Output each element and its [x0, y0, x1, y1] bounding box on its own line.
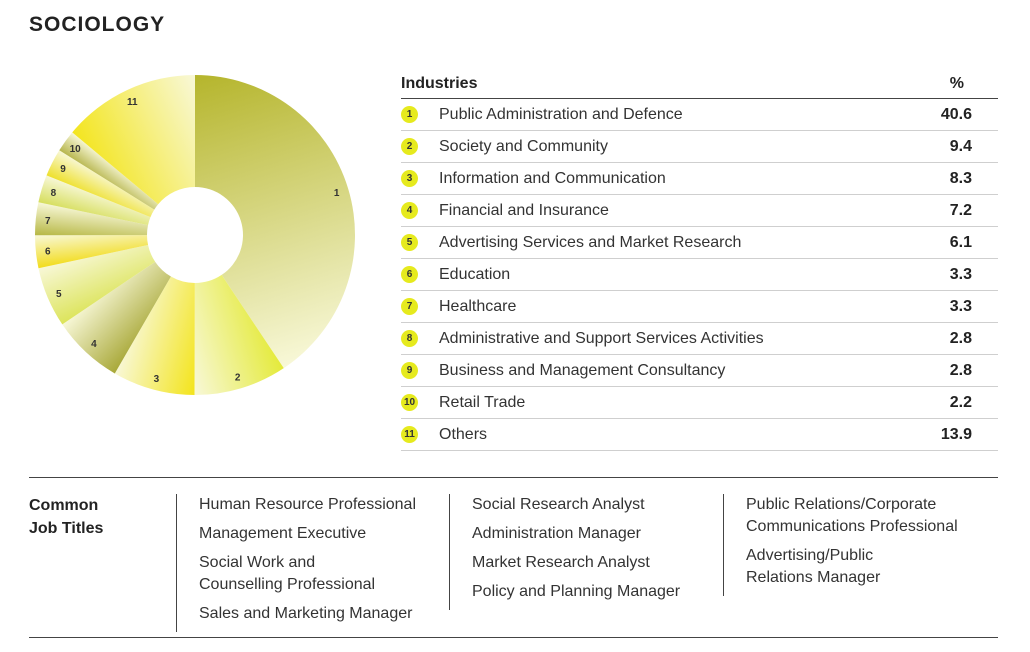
table-row	[401, 227, 998, 259]
job-column-1	[176, 494, 416, 632]
row-number-badge: 2	[401, 138, 418, 155]
industry-name: Others	[439, 425, 488, 443]
job-column-2	[449, 494, 680, 610]
industry-name: Information and Communication	[439, 169, 666, 187]
industry-name: Advertising Services and Market Research	[439, 233, 742, 251]
industry-percent: 2.8	[949, 329, 972, 347]
row-number-badge: 3	[401, 170, 418, 187]
job-title: Administration Manager	[472, 525, 641, 542]
industry-percent: 2.2	[949, 393, 972, 411]
row-number-badge: 7	[401, 298, 418, 315]
industry-percent: 13.9	[940, 425, 972, 443]
page-title: SOCIOLOGY	[29, 13, 166, 36]
slice-label-8: 8	[50, 188, 57, 200]
slice-label-1: 1	[333, 188, 340, 200]
table-row	[401, 355, 998, 387]
slice-label-6: 6	[45, 246, 51, 258]
row-number-badge: 5	[401, 234, 418, 251]
industry-name: Healthcare	[439, 297, 517, 315]
industry-percent: 9.4	[949, 137, 972, 155]
slice-label-4: 4	[91, 339, 97, 351]
slice-label-7: 7	[44, 215, 51, 227]
table-header	[401, 70, 998, 99]
industry-percent: 3.3	[949, 297, 972, 315]
header-industries: Industries	[401, 75, 478, 92]
divider-bottom	[29, 637, 998, 638]
slice-label-9: 9	[60, 163, 66, 175]
table-row	[401, 387, 998, 419]
industry-name: Retail Trade	[439, 393, 526, 411]
industries-table	[401, 70, 998, 451]
slice-label-5: 5	[55, 288, 62, 300]
row-number-badge: 8	[401, 330, 418, 347]
industry-percent: 3.3	[949, 265, 972, 283]
slice-label-11: 11	[127, 96, 138, 108]
table-row	[401, 419, 998, 451]
industry-donut-chart	[20, 70, 370, 420]
table-row	[401, 195, 998, 227]
row-number-badge: 9	[401, 362, 418, 379]
job-titles-label-text: Common Job Titles	[29, 497, 104, 537]
industry-percent: 40.6	[940, 105, 972, 123]
job-title: Advertising/Public Relations Manager	[746, 547, 881, 586]
job-title: Policy and Planning Manager	[472, 583, 681, 600]
industry-name: Business and Management Consultancy	[439, 361, 726, 379]
industry-percent: 6.1	[949, 233, 972, 251]
row-number-badge: 6	[401, 266, 418, 283]
row-number-badge: 4	[401, 202, 418, 219]
industry-percent: 2.8	[949, 361, 972, 379]
slice-label-10: 10	[69, 144, 81, 156]
slice-label-2: 2	[234, 372, 241, 384]
table-row	[401, 99, 998, 131]
industry-name: Financial and Insurance	[439, 201, 609, 219]
table-row	[401, 131, 998, 163]
header-percent: %	[949, 75, 964, 92]
job-titles-label	[29, 494, 149, 540]
job-title: Social Work and Counselling Professional	[199, 554, 376, 593]
table-row	[401, 259, 998, 291]
row-number-badge: 1	[401, 106, 418, 123]
job-title: Public Relations/Corporate Communications Professional	[746, 496, 958, 535]
industry-name: Society and Community	[439, 137, 608, 155]
job-column-3	[723, 494, 958, 596]
row-number-badge: 10	[401, 394, 418, 411]
table-row	[401, 291, 998, 323]
job-title: Human Resource Professional	[199, 496, 416, 513]
slice-label-3: 3	[153, 373, 160, 385]
table-row	[401, 323, 998, 355]
industry-name: Administrative and Support Services Activities	[439, 329, 764, 347]
job-title: Social Research Analyst	[472, 496, 645, 513]
industry-name: Education	[439, 265, 511, 283]
industry-percent: 7.2	[949, 201, 972, 219]
table-row	[401, 163, 998, 195]
job-title: Management Executive	[199, 525, 367, 542]
divider-top	[29, 477, 998, 478]
job-title: Sales and Marketing Manager	[199, 605, 413, 622]
industry-name: Public Administration and Defence	[439, 105, 683, 123]
job-title: Market Research Analyst	[472, 554, 650, 571]
industry-percent: 8.3	[949, 169, 972, 187]
row-number-badge: 11	[401, 426, 418, 443]
